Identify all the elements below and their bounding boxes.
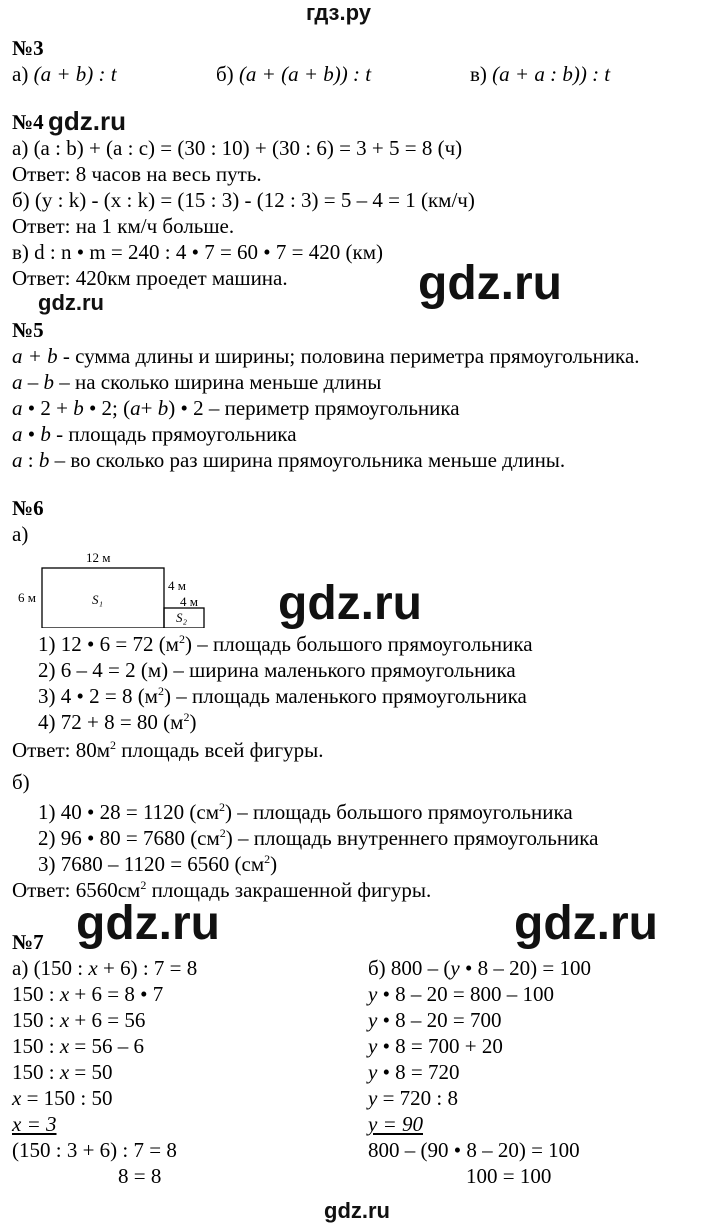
task-3-title: №3	[12, 36, 44, 60]
task-6-b-answer: Ответ: $6560см^2$ площадь закрашенной фигуры.	[12, 878, 432, 902]
task-7-right-check: 800 – (90 • 8 – 20) = 100	[368, 1138, 580, 1162]
task-4-title: №4	[12, 110, 44, 134]
task-5-row-5: a : b – во сколько раз ширина прямоугольника меньше длины.	[12, 448, 566, 472]
header-site-label: гдз.ру	[306, 0, 371, 25]
task-6-a-step-3: 3) 4 • 2 = 8 $(м^2)$ – площадь маленького прямоугольника	[38, 684, 527, 708]
footer-site-label: gdz.ru	[324, 1198, 390, 1223]
task-7-left-4: 150 : x = 56 – 6	[12, 1034, 145, 1058]
task-7-left-check: (150 : 3 + 6) : 7 = 8	[12, 1138, 177, 1162]
task-4-line-5: в) d : n • m = 240 : 4 • 7 = 60 • 7 = 420 (км)	[12, 240, 383, 264]
task-7-left-1: а) (150 : x + 6) : 7 = 8	[12, 956, 198, 980]
task-6-b-step-1: 1) 40 • 28 = 1120 $(см^2)$ – площадь большого прямоугольника	[38, 800, 573, 824]
task-5-row-3: a • 2 + b • 2; (a+ b) • 2 – периметр прямоугольника	[12, 396, 460, 420]
task-3-c: в) (a + a : b)) : t	[470, 62, 611, 86]
task-7-right-check-result: 100 = 100	[466, 1164, 552, 1188]
watermark: gdz.ru	[38, 290, 104, 315]
task-6-b-label: б)	[12, 770, 30, 794]
task-6-b-step-2: 2) 96 • 80 = 7680 $(см^2)$ – площадь внутреннего прямоугольника	[38, 826, 599, 850]
dim-small-top-label: 4 м	[180, 594, 198, 609]
task-4-line-6: Ответ: 420км проедет машина.	[12, 266, 288, 290]
task-4-line-4: Ответ: на 1 км/ч больше.	[12, 214, 235, 238]
task-6-a-step-4: 4) 72 + 8 = 80 $(м^2)$	[38, 710, 197, 734]
task-3-b: б) (a + (a + b)) : t	[216, 62, 372, 86]
dim-left-label: 6 м	[18, 590, 36, 605]
task-6-a-answer: Ответ: $80м^2$ площадь всей фигуры.	[12, 738, 324, 762]
task-6-a-label: а)	[12, 522, 29, 546]
task-7-left-3: 150 : x + 6 = 56	[12, 1008, 146, 1032]
task-6-title: №6	[12, 496, 44, 520]
task-5-row-1: a + b - сумма длины и ширины; половина периметра прямоугольника.	[12, 344, 640, 368]
watermark: gdz.ru	[76, 897, 220, 950]
area-s1-label: S₁	[92, 592, 104, 607]
watermark: gdz.ru	[278, 577, 422, 630]
task-7-right-4: y • 8 = 700 + 20	[368, 1034, 503, 1058]
task-7-title: №7	[12, 930, 44, 954]
area-s2-label: S₂	[176, 610, 188, 625]
watermark: gdz.ru	[418, 257, 562, 310]
task-7-left-6: x = 150 : 50	[12, 1086, 113, 1110]
task-4-line-2: Ответ: 8 часов на весь путь.	[12, 162, 262, 186]
watermark: gdz.ru	[514, 897, 658, 950]
task-7-right-2: y • 8 – 20 = 800 – 100	[368, 982, 555, 1006]
task-6-a-step-1: 1) 12 • 6 = 72 $(м^2)$ – площадь большого прямоугольника	[38, 632, 533, 656]
task-7-right-3: y • 8 – 20 = 700	[368, 1008, 502, 1032]
task-7-right-result: y = 90	[368, 1112, 423, 1136]
dim-right-label: 4 м	[168, 578, 186, 593]
rectangle-diagram	[14, 548, 224, 628]
task-5-title: №5	[12, 318, 44, 342]
diagram-shapes	[14, 548, 224, 628]
task-7-left-result: x = 3	[12, 1112, 57, 1136]
task-7-left-2: 150 : x + 6 = 8 • 7	[12, 982, 164, 1006]
task-6-a-step-2: 2) 6 – 4 = 2 (м) – ширина маленького прямоугольника	[38, 658, 516, 682]
task-7-right-6: y = 720 : 8	[368, 1086, 459, 1110]
task-7-left-5: 150 : x = 50	[12, 1060, 113, 1084]
task-7-right-5: y • 8 = 720	[368, 1060, 460, 1084]
task-6-b-step-3: 3) 7680 – 1120 = 6560 $(см^2)$	[38, 852, 278, 876]
task-5-row-2: a – b – на сколько ширина меньше длины	[12, 370, 382, 394]
task-7-left-check-result: 8 = 8	[118, 1164, 162, 1188]
task-4-line-3: б) (y : k) - (x : k) = (15 : 3) - (12 : 3) = 5 – 4 = 1 (км/ч)	[12, 188, 475, 212]
task-7-right-1: б) 800 – (y • 8 – 20) = 100	[368, 956, 591, 980]
task-4-line-1: а) (a : b) + (a : c) = (30 : 10) + (30 : 6) = 3 + 5 = 8 (ч)	[12, 136, 463, 160]
task-5-row-4: a • b - площадь прямоугольника	[12, 422, 297, 446]
watermark: gdz.ru	[48, 106, 126, 136]
dim-top-label: 12 м	[86, 550, 111, 565]
task-3-a: а) (a + b) : t	[12, 62, 117, 86]
